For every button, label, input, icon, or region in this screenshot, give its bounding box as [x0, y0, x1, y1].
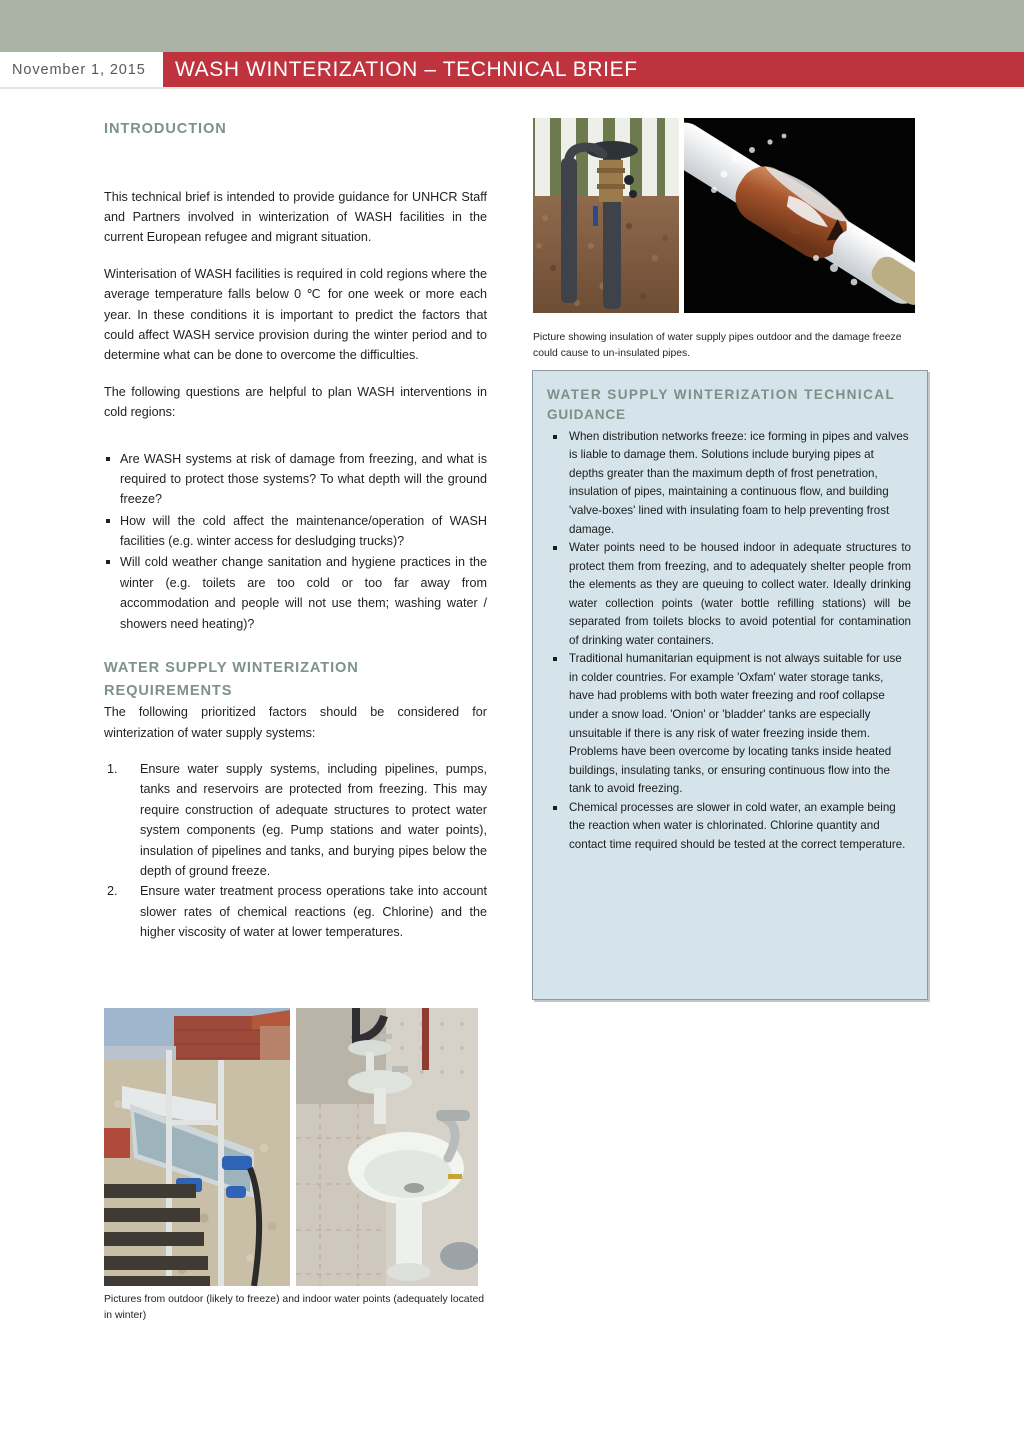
bottom-photo-row [104, 1008, 478, 1286]
header-date: November 1, 2015 [12, 61, 146, 78]
numbered-list-spacer [104, 743, 487, 759]
requirements-heading-line1: WATER SUPPLY WINTERIZATION [104, 660, 359, 677]
burst-pipe-illustration [684, 118, 915, 313]
guidance-list [547, 428, 911, 855]
outdoor-standpipe-illustration [533, 118, 679, 313]
outdoor-trough-illustration [104, 1008, 290, 1286]
indoor-washbasins-photo [296, 1008, 478, 1286]
bottom-photo-caption-wrap [104, 1292, 494, 1324]
requirements-heading-line2: REQUIREMENTS [104, 682, 233, 699]
list-item: When distribution networks freeze: ice forming in pipes and valves is liable to damage them. Solutions include burying pipes at depths greater than the maximum depth of frost penetration, insulation of pipes, maintaining a continuous flow, and building 'valve-boxes' lined with insulating foam to help preventing frost damage. [547, 428, 911, 539]
water-supply-guidance-box [532, 370, 928, 1000]
list-item: Ensure water supply systems, including pipelines, pumps, tanks and reservoirs are protected from freezing. This may require construction of adequate structures to protect water system components (eg. Pump stations and water points), insulation of pipelines and tanks, and burying pipes below the depth of ground freeze. [140, 762, 487, 878]
guidance-title-line2: GUIDANCE [547, 407, 626, 423]
requirements-intro: The following prioritized factors should be considered for winterization of water supply systems: [104, 705, 487, 740]
outdoor-standpipe-photo [533, 118, 679, 313]
planning-questions-list [104, 449, 487, 635]
burst-frozen-pipe-photo [684, 118, 915, 313]
list-spacer [104, 439, 487, 449]
list-item: Chemical processes are slower in cold water, an example being the reaction when water is chlorinated. Chlorine quantity and contact time required should be tested at the correct temperature. [547, 799, 911, 855]
guidance-box-title [547, 385, 911, 426]
outdoor-water-trough-photo [104, 1008, 290, 1286]
header-band [0, 52, 1024, 87]
intro-spacer [104, 141, 487, 187]
header-date-cell [0, 52, 163, 87]
header-divider [0, 87, 1024, 89]
photo-caption: Pictures from outdoor (likely to freeze) and indoor water points (adequately located in winter) [104, 1294, 485, 1321]
list-item: Water points need to be housed indoor in adequate structures to protect them from freezing, and to adequately shelter people from the elements as they are queuing to collect water. Ideally drinking water collection points (water bottle refilling stations) will be separated from toilets blocks to avoid potential for contamination of drinking water containers. [547, 539, 911, 650]
intro-paragraph-2: Winterisation of WASH facilities is required in cold regions where the average temperature falls below 0 ℃ for one week or more each year. In these conditions it is important to predict the factors that could affect WASH service provision during the winter period and to determine what can be done to overcome the difficulties. [104, 266, 487, 363]
section-spacer [104, 635, 487, 657]
list-item: Are WASH systems at risk of damage from freezing, and what is required to protect those systems? To what depth will the ground freeze? [104, 449, 487, 510]
intro-paragraph-3: The following questions are helpful to plan WASH interventions in cold regions: [104, 384, 487, 420]
intro-paragraph-1: This technical brief is intended to provide guidance for UNHCR Staff and Partners involved in winterization of WASH facilities in the current European refugee and migrant situation. [104, 189, 487, 245]
list-item: Ensure water treatment process operations take into account slower rates of chemical reactions (eg. Chlorine) and the higher viscosity of water at lower temperatures. [140, 884, 487, 940]
introduction-heading: INTRODUCTION [104, 121, 227, 137]
top-photo-caption-wrap [533, 330, 923, 362]
header-top-bar [0, 0, 1024, 52]
document-title: WASH WINTERIZATION – TECHNICAL BRIEF [175, 57, 638, 81]
list-item: Will cold weather change sanitation and hygiene practices in the winter (e.g. toilets are too cold or too far away from accommodation and people will not use them; washing water / showers need heating)? [104, 552, 487, 634]
list-item: How will the cold affect the maintenance/operation of WASH facilities (e.g. winter access for desludging trucks)? [104, 511, 487, 552]
header-title-cell [163, 52, 1024, 87]
left-column [104, 118, 487, 943]
guidance-title-line1: WATER SUPPLY WINTERIZATION TECHNICAL [547, 387, 896, 402]
photo-caption: Picture showing insulation of water supply pipes outdoor and the damage freeze could cause to un-insulated pipes. [533, 332, 902, 359]
top-photo-row [533, 118, 915, 313]
indoor-basins-illustration [296, 1008, 478, 1286]
requirements-list [104, 759, 487, 943]
list-item: Traditional humanitarian equipment is not always suitable for use in colder countries. For example 'Oxfam' water storage tanks, have had problems with both water freezing and roof collapse under a snow load. 'Onion' or 'bladder' tanks are especially unsuitable if there is any risk of water freezing inside them. Problems have been overcome by locating tanks inside heated buildings, insulating tanks, or ensuring continuous flow into the tank to avoid freezing. [547, 650, 911, 798]
